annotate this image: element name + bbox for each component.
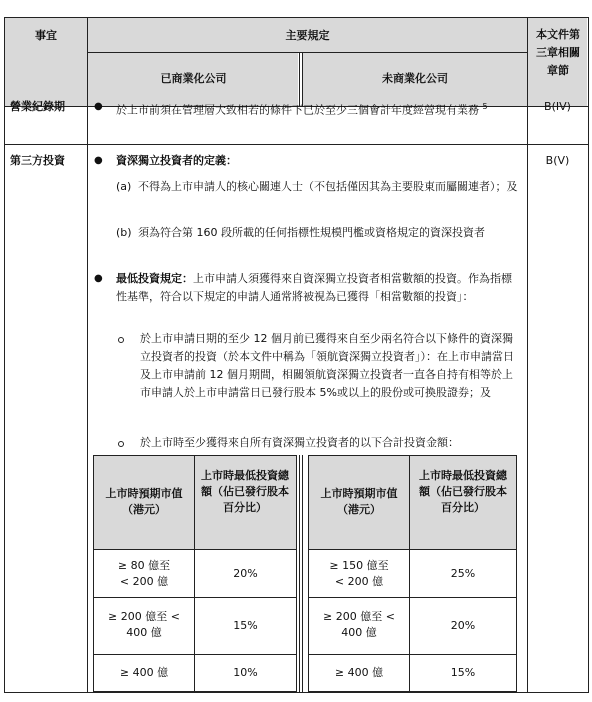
table-cell-percentage: 20%: [450, 619, 476, 632]
col-divider-ref: [527, 17, 528, 693]
table-cell-percentage: 20%: [233, 567, 258, 580]
bullet-icon: ●: [94, 155, 103, 166]
investment-table-non-commercialized: [308, 455, 517, 692]
bullet-icon: ●: [94, 273, 103, 284]
table-cell-market-cap: ≥ 400 億: [334, 666, 384, 679]
header-non-commercialized: 未商業化公司: [382, 72, 448, 85]
row-ref-track-record: B(IV): [544, 100, 571, 113]
min-investment-text: 上市申請人須獲得來自資深獨立投資者相當數額的投資。作為指標性基準，符合以下規定的申請人通常將被視為已獲得「相當數額的投資」：: [116, 272, 512, 303]
min-investment-paragraph: [116, 270, 520, 306]
circle-bullet-icon: [118, 337, 124, 343]
table-row-divider: [309, 549, 516, 550]
table-header-market-cap: 上市時預期市值（港元）: [105, 487, 183, 516]
tables-divider-2: [302, 455, 303, 692]
table-cell-percentage: 25%: [450, 567, 476, 580]
header-divider: [87, 52, 528, 53]
table-cell-percentage: 10%: [233, 666, 258, 679]
sub-item-lead-investors: 於上市申請日期的至少 12 個月前已獲得來自至少兩名符合以下條件的資深獨立投資者的投資（於本文件中稱為「領航資深獨立投資者」）：在上市申請當日及上市申請前 12 個月期間，相關領航資深獨立投資者一直各自持有相等於上市申請人於上市申請當日已發行股本 5%或以上的股份或可換股證券；及: [140, 332, 514, 399]
col-divider-matter: [87, 17, 88, 693]
footnote-marker: 5: [482, 102, 488, 111]
table-row-divider: [94, 549, 296, 550]
row-divider: [4, 144, 588, 145]
header-commercialized: 已商業化公司: [160, 72, 227, 85]
investment-table-commercialized: [93, 455, 297, 692]
table-cell-market-cap: ≥ 200 億至 < 400 億: [108, 610, 180, 639]
table-bottom-border: [4, 692, 588, 693]
circle-bullet-icon: [118, 441, 124, 447]
sub-item-aggregate-amount: 於上市時至少獲得來自所有資深獨立投資者的以下合計投資金額：: [140, 436, 459, 449]
definition-marker-a: (a): [116, 180, 132, 193]
track-record-text: 於上市前須在管理層大致相若的條件下已於至少三個會計年度經營現有業務 $^5$: [116, 102, 488, 117]
header-section-ref: 本文件第三章相關章節: [536, 28, 580, 77]
table-header-min-investment: 上市時最低投資總額（佔已發行股本百分比）: [201, 469, 289, 514]
table-top-border: [4, 17, 588, 18]
table-cell-market-cap: ≥ 200 億至 < 400 億: [323, 610, 395, 639]
header-main-requirements: 主要規定: [285, 29, 330, 42]
row-matter-track-record: 營業紀錄期: [10, 100, 65, 113]
table-left-border: [4, 17, 5, 693]
min-investment-heading: 最低投資規定：: [116, 272, 193, 285]
table-header-min-investment: 上市時最低投資總額（佔已發行股本百分比）: [419, 469, 507, 514]
table-row-divider: [309, 597, 516, 598]
table-cell-percentage: 15%: [450, 666, 476, 679]
table-cell-percentage: 15%: [233, 619, 258, 632]
definition-marker-b: (b): [116, 226, 132, 239]
header-matter: 事宜: [35, 29, 57, 42]
table-cell-market-cap: ≥ 150 億至 < 200 億: [329, 559, 389, 588]
table-right-border: [588, 17, 589, 693]
table-row-divider: [309, 654, 516, 655]
table-cell-market-cap: ≥ 80 億至 < 200 億: [117, 559, 171, 588]
table-row-divider: [94, 654, 296, 655]
tables-divider-1: [299, 455, 300, 692]
definition-item-b: 須為符合第 160 段所載的任何指標性規模門檻或資格規定的資深投資者: [138, 226, 485, 239]
table-cell-market-cap: ≥ 400 億: [119, 666, 169, 679]
row-ref-third-party: B(V): [545, 154, 570, 167]
definition-item-a: 不得為上市申請人的核心關連人士（不包括僅因其為主要股東而屬關連者）；及: [138, 180, 518, 193]
table-header-market-cap: 上市時預期市值（港元）: [320, 487, 398, 516]
definition-heading: 資深獨立投資者的定義：: [116, 154, 237, 167]
row-matter-third-party: 第三方投資: [10, 154, 65, 167]
table-row-divider: [94, 597, 296, 598]
bullet-icon: ●: [94, 101, 103, 112]
